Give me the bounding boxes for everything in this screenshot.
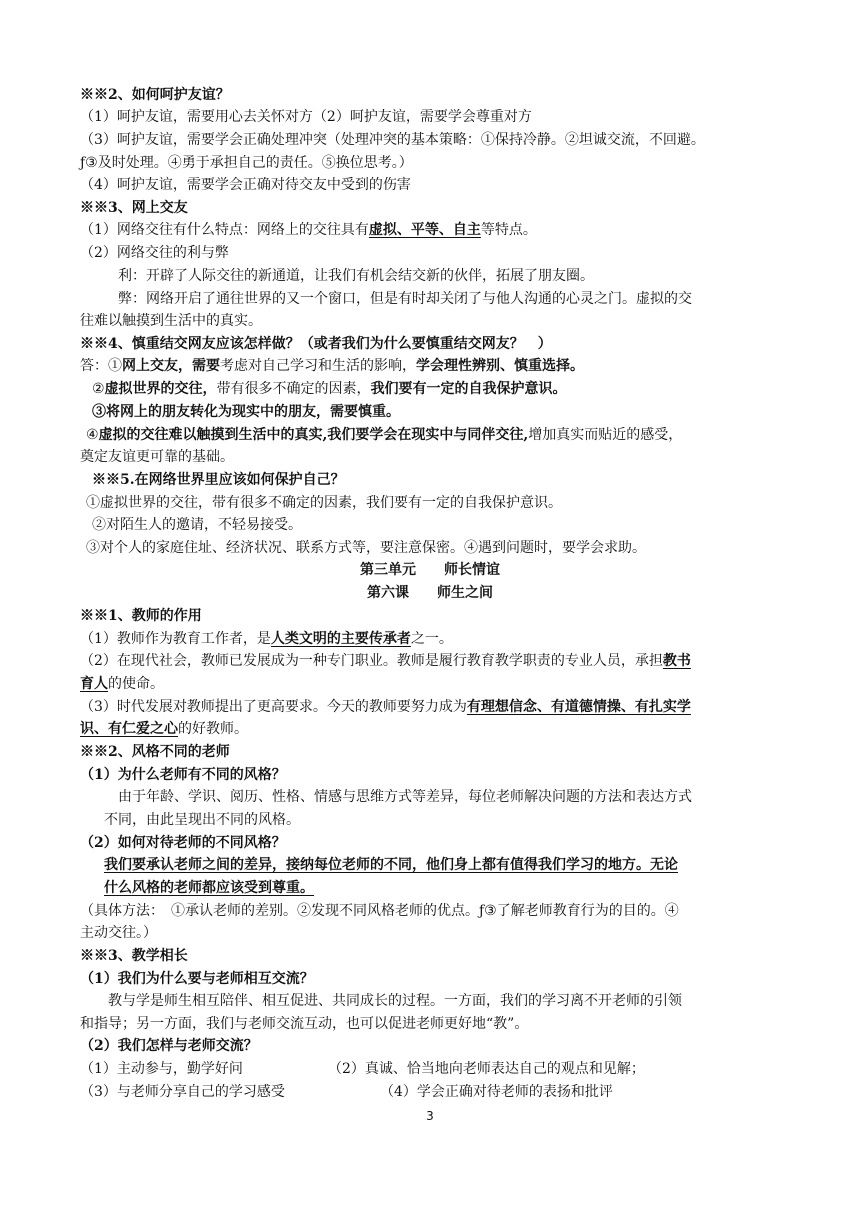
text-line: 我们要承认老师之间的差异，接纳每位老师的不同，他们身上都有值得我们学习的地方。无论	[104, 857, 678, 873]
sub-heading: （2）如何对待老师的不同风格？	[80, 835, 286, 851]
section-heading: ※※2、如何呵护友谊？	[80, 87, 230, 103]
text-line: （2）网络交往的利与弊	[80, 245, 229, 261]
section-heading: ※※3、网上交友	[80, 200, 188, 216]
text-line: （具体方法： ①承认老师的差别。②发现不同风格老师的优点。ƒ③了解老师教育行为的目的。④	[80, 903, 679, 919]
text-line: 识、有仁爱之心的好教师。	[80, 721, 248, 737]
keyword: 虚拟、平等、自主	[368, 222, 481, 238]
text-line: （3）与老师分享自己的学习感受 （4）学会正确对待老师的表扬和批评	[80, 1084, 613, 1100]
text-line: 育人的使命。	[80, 676, 164, 692]
section-heading: ※※4、慎重结交网友应该怎样做？（或者我们为什么要慎重结交网友？ ）	[80, 336, 552, 352]
text-line: 主动交往。）	[80, 925, 157, 941]
text-line: （3）呵护友谊，需要学会正确处理冲突（处理冲突的基本策略：①保持冷静。②坦诚交流，不回避。	[80, 132, 705, 148]
text-line: 弊：网络开启了通往世界的又一个窗口，但是有时却关闭了与他人沟通的心灵之门。虚拟的交	[118, 291, 692, 307]
text-line: 不同，由此呈现出不同的风格。	[104, 812, 300, 828]
text-line: ④虚拟的交往难以触摸到生活中的真实,我们要学会在现实中与同伴交往,增加真实而贴近的感受，	[86, 427, 683, 443]
sub-heading: （1）为什么老师有不同的风格？	[80, 767, 286, 783]
text-line: ②虚拟世界的交往，带有很多不确定的因素，我们要有一定的自我保护意识。	[92, 381, 567, 397]
text-line: 往难以触摸到生活中的真实。	[80, 313, 262, 329]
text-line: 奠定友谊更可靠的基础。	[80, 449, 234, 465]
text-line: （1）教师作为教育工作者，是人类文明的主要传承者之一。	[80, 631, 453, 647]
text-line: ƒ③及时处理。④勇于承担自己的责任。⑤换位思考。）	[80, 155, 413, 171]
text-line: 和指导；另一方面，我们与老师交流互动，也可以促进老师更好地“教”。	[80, 1016, 529, 1032]
text-line: （1）主动参与，勤学好问 （2）真诚、恰当地向老师表达自己的观点和见解；	[80, 1061, 645, 1077]
text-line: 答：①网上交友，需要考虑对自己学习和生活的影响，学会理性辨别、慎重选择。	[80, 358, 584, 374]
text-line: ①虚拟世界的交往，带有很多不确定的因素，我们要有一定的自我保护意识。	[86, 495, 562, 511]
section-heading: ※※5.在网络世界里应该如何保护自己？	[92, 472, 345, 488]
section-heading: ※※2、风格不同的老师	[80, 744, 230, 760]
text-line: （4）呵护友谊，需要学会正确对待交友中受到的伤害	[80, 177, 411, 193]
sub-heading: （1）我们为什么要与老师相互交流？	[80, 971, 314, 987]
sub-heading: （2）我们怎样与老师交流？	[80, 1038, 258, 1054]
text-line: 利：开辟了人际交往的新通道，让我们有机会结交新的伙伴，拓展了朋友圈。	[118, 268, 594, 284]
text-line: （2）在现代社会，教师已发展成为一种专门职业。教师是履行教育教学职责的专业人员，承担教书	[80, 653, 691, 669]
keyword: 人类文明的主要传承者	[270, 631, 411, 647]
text-line: 什么风格的老师都应该受到尊重。	[104, 880, 314, 896]
text-line: 由于年龄、学识、阅历、性格、情感与思维方式等差异，每位老师解决问题的方法和表达方式	[118, 789, 692, 805]
page-number: 3	[426, 1109, 434, 1123]
unit-title: 第三单元 师长情谊	[360, 562, 500, 578]
text-line: （1）呵护友谊，需要用心去关怀对方（2）呵护友谊，需要学会尊重对方	[80, 109, 532, 125]
keyword: 育人	[80, 676, 108, 692]
lesson-title: 第六课 师生之间	[367, 585, 493, 601]
text-line: ②对陌生人的邀请，不轻易接受。	[92, 517, 302, 533]
section-heading: ※※1、教师的作用	[80, 608, 202, 624]
text-line: ③对个人的家庭住址、经济状况、联系方式等，要注意保密。④遇到问题时，要学会求助。	[86, 540, 646, 556]
text-line: ③将网上的朋友转化为现实中的朋友，需要慎重。	[92, 404, 400, 420]
keyword: 教书	[662, 653, 691, 669]
keyword: 有理想信念、有道德情操、有扎实学	[466, 699, 691, 715]
section-heading: ※※3、教学相长	[80, 948, 188, 964]
keyword: 识、有仁爱之心	[80, 721, 178, 737]
text-line: （1）网络交往有什么特点：网络上的交往具有虚拟、平等、自主等特点。	[80, 222, 537, 238]
text-line: （3）时代发展对教师提出了更高要求。今天的教师要努力成为有理想信念、有道德情操、有扎实学	[80, 699, 691, 715]
text-line: 教与学是师生相互陪伴、相互促进、共同成长的过程。一方面，我们的学习离不开老师的引领	[108, 993, 682, 1009]
